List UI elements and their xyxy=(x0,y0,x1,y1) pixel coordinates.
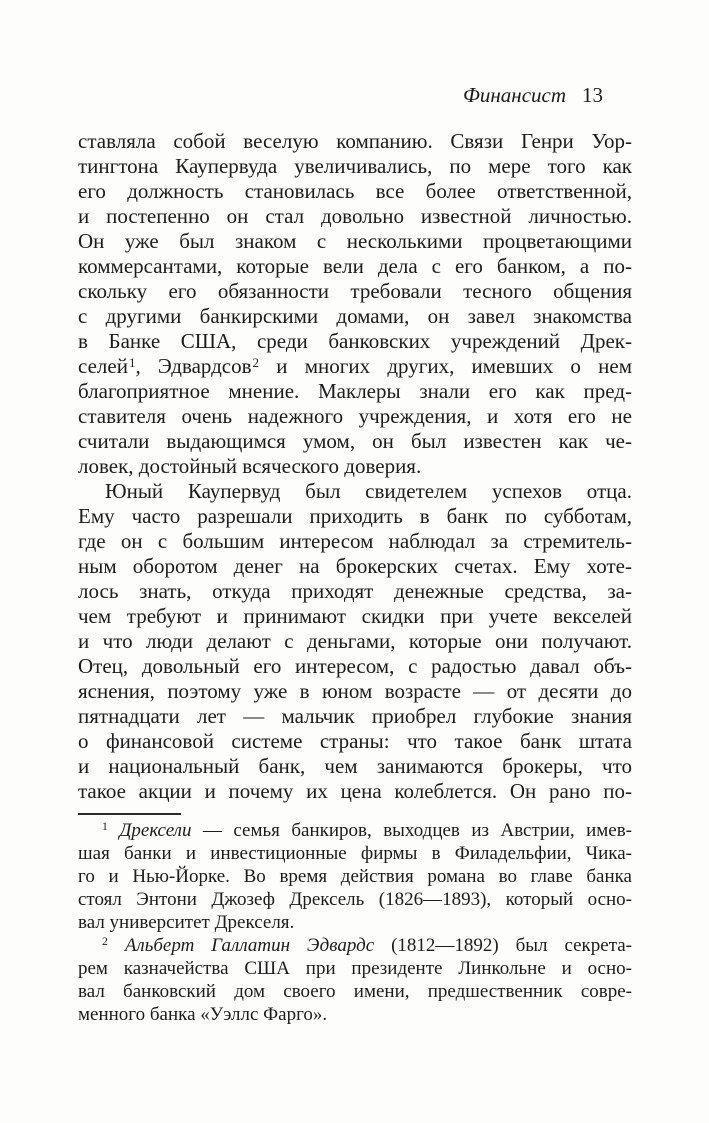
footnote-1 xyxy=(78,819,632,934)
paragraph-2 xyxy=(78,479,632,804)
text-line: пятнадцати лет — мальчик приобрел глубокие знания xyxy=(78,704,632,728)
paragraph-1 xyxy=(78,129,632,479)
text-segment: (1812—1892) был секрета- xyxy=(374,935,632,956)
text-line: менного банка «Уэллс Фарго». xyxy=(78,1004,328,1025)
text-line: и национальный банк, чем занимаются брокеры, что xyxy=(78,754,632,778)
text-line: где он с большим интересом наблюдал за стремитель- xyxy=(78,529,632,553)
text-segment: , Эдвардсов xyxy=(135,354,252,378)
text-line: с другими банкирскими домами, он завел знакомства xyxy=(78,304,632,328)
text-line: благоприятное мнение. Маклеры знали его как пред- xyxy=(78,379,632,403)
text-line: коммерсантами, которые вели дела с его банком, а по- xyxy=(78,254,632,278)
text-line: ным оборотом денег на брокерских счетах. Ему хоте- xyxy=(78,554,632,578)
italic-term: Дрексели xyxy=(119,820,192,841)
text-line: Он уже был знаком с несколькими процветающими xyxy=(78,229,632,253)
page-number: 13 xyxy=(582,83,603,107)
text-line: Юный Каупервуд был свидетелем успехов отца. xyxy=(105,479,632,503)
footnote-marker-superscript: 2 xyxy=(102,935,108,949)
footnotes-section xyxy=(78,813,632,1026)
text-line: лось знать, откуда приходят денежные средства, за- xyxy=(78,579,632,603)
text-line: чем требуют и принимают скидки при учете векселей xyxy=(78,604,632,628)
text-line: и что люди делают с деньгами, которые они получают. xyxy=(78,629,632,653)
text-line: такое акции и почему их цена колеблется. Он рано по- xyxy=(78,779,632,803)
footnote-2 xyxy=(78,934,632,1026)
text-line: в Банке США, среди банковских учреждений Дрек- xyxy=(78,329,632,353)
text-line: вал банковский дом своего имени, предшественник совре- xyxy=(78,981,632,1002)
text-line xyxy=(78,819,632,842)
text-line xyxy=(78,934,632,957)
text-line: яснения, поэтому уже в юном возрасте — от десяти до xyxy=(78,679,632,703)
footnote-separator-rule xyxy=(78,813,181,815)
text-segment xyxy=(108,820,119,841)
italic-term: Альберт Галлатин Эдвардс xyxy=(124,935,375,956)
text-line: о финансовой системе страны: что такое банк штата xyxy=(78,729,632,753)
footnote-marker-superscript: 2 xyxy=(252,354,260,370)
footnote-marker-superscript: 1 xyxy=(128,354,136,370)
text-line: скольку его обязанности требовали тесного общения xyxy=(78,279,632,303)
text-line: и постепенно он стал довольно известной личностью. xyxy=(78,204,632,228)
text-line: го и Нью-Йорке. Во время действия романа во главе банка xyxy=(78,866,632,887)
running-head-title: Финансист xyxy=(462,83,566,107)
text-line: стоял Энтони Джозеф Дрексель (1826—1893), который осно- xyxy=(78,889,632,910)
text-line: Ему часто разрешали приходить в банк по субботам, xyxy=(78,504,632,528)
text-line: рем казначейства США при президенте Линкольне и осно- xyxy=(78,958,632,979)
running-head xyxy=(78,84,632,106)
body-text xyxy=(78,129,632,804)
text-line: считали выдающимся умом, он был известен как че- xyxy=(78,429,632,453)
text-line: ловек, достойный всяческого доверия. xyxy=(78,454,422,478)
text-segment xyxy=(108,935,125,956)
footnote-marker-superscript: 1 xyxy=(102,820,108,834)
text-line: ставителя очень надежного учреждения, и хотя его не xyxy=(78,404,632,428)
text-line: ставляла собой веселую компанию. Связи Генри Уор- xyxy=(78,129,632,153)
text-segment: — семья банкиров, выходцев из Австрии, имев- xyxy=(191,820,632,841)
text-line xyxy=(78,354,632,379)
text-segment: и многих других, имевших о нем xyxy=(259,354,632,378)
text-segment: селей xyxy=(78,354,128,378)
text-line: вал университет Дрекселя. xyxy=(78,912,295,933)
text-line: шая банки и инвестиционные фирмы в Филадельфии, Чика- xyxy=(78,843,632,864)
text-line: его должность становилась все более ответственной, xyxy=(78,179,632,203)
text-line: Отец, довольный его интересом, с радостью давал объ- xyxy=(78,654,632,678)
text-line: тингтона Каупервуда увеличивались, по мере того как xyxy=(78,154,632,178)
